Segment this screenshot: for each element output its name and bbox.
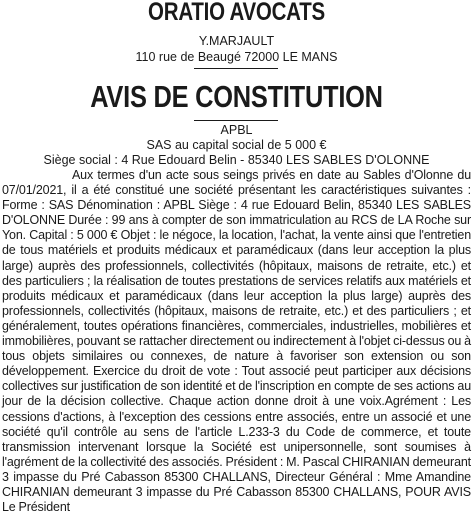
divider-top [194, 68, 278, 69]
firm-address: 110 rue de Beaugé 72000 LE MANS [135, 50, 338, 64]
company-siege: Siège social : 4 Rue Edouard Belin - 85340 LES SABLES D'OLONNE [43, 153, 430, 167]
firm-contact: Y.MARJAULT [198, 34, 275, 48]
divider-title [194, 120, 278, 121]
notice-body: Aux termes d'un acte sous seings privés en date au Sables d'Olonne du 07/01/2021, il a été constitué une société présentant les caractéristiques suivantes : Forme : SAS Dénomination : APBL Siège : 4 rue Edouard Belin, 85340 LES SABLES D'OLONNE Durée : 99 ans à compter de son immatriculation au RCS de LA Roche sur Yon. Capital : 5 000 € Objet : le négoce, la location, l'achat, la vente ainsi que l'entretien de tous matériels et produits médicaux et paramédicaux (dans leur acception la plus large) auprès des professionnels, collectivités (hôpitaux, maisons de retraite, etc.) et des particuliers ; la réalisation de toutes prestations de services relatifs aux matériels et produits médicaux et paramédicaux (dans leur acception la plus large) auprès des professionnels, collectivités (hôpitaux, maisons de retraite, etc.) et des particuliers ; et généralement, toutes opérations financières, commerciales, industrielles, mobilières et immobilières, pouvant se rattacher directement ou indirectement à l'objet ci-dessus ou à tous objets similaires ou connexes, de nature à favoriser son extension ou son développement. Exercice du droit de vote : Tout associé peut participer aux décisions collectives sur justification de son identité et de l'inscription en compte de ses actions au jour de la décision collective. Chaque action donne droit à une voix.Agrément : Les cessions d'actions, à l'exception des cessions entre associés, entre un associé et une société qu'il contrôle au sens de l'article L.233-3 du Code de commerce, et toute transmission intervenant lorsque la Société est unipersonnelle, sont soumises à l'agrément de la collectivité des associés. Président : M. Pascal CHIRANIAN demeurant 3 impasse du Pré Cabasson 85300 CHALLANS, Directeur Général : Mme Amandine CHIRANIAN demeurant 3 impasse du Pré Cabasson 85300 CHALLANS, POUR AVIS Le Président [2, 168, 471, 515]
firm-name: ORATIO AVOCATS [148, 0, 325, 26]
company-name: APBL [220, 123, 253, 137]
notice-title: AVIS DE CONSTITUTION [90, 79, 383, 114]
company-capital: SAS au capital social de 5 000 € [146, 138, 327, 152]
